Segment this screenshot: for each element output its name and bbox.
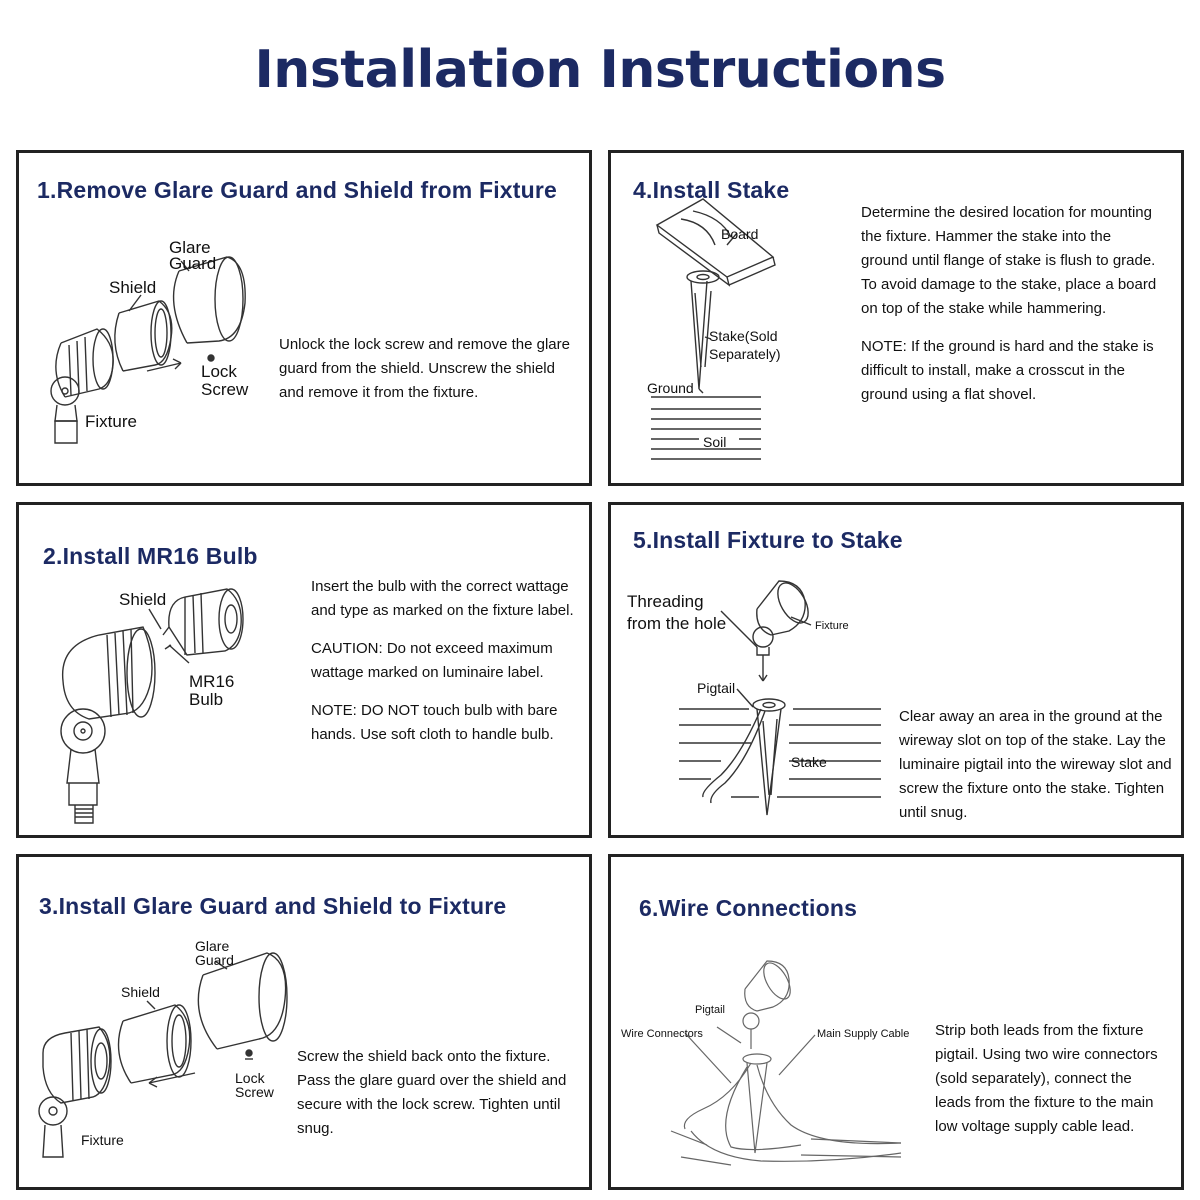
bulb-label-1: MR16: [189, 672, 235, 691]
step-5-title: 5.Install Fixture to Stake: [633, 527, 903, 553]
glare-guard-label-1: Glare: [195, 938, 230, 954]
glare-guard-label-2: Guard: [169, 254, 217, 273]
threading-label-2: from the hole: [627, 614, 727, 633]
step-6-description: [935, 1019, 1171, 1153]
glare-guard-label-2: Guard: [195, 952, 234, 968]
step-1-description: [279, 333, 579, 419]
step-4-panel: [608, 150, 1184, 486]
step-3-panel: [16, 854, 592, 1190]
step-2-panel: [16, 502, 592, 838]
step-5-panel: [608, 502, 1184, 838]
step-2-paragraph-3: NOTE: DO NOT touch bulb with bare hands. Use soft cloth to handle bulb.: [311, 702, 558, 743]
lock-label-1: Lock: [235, 1070, 265, 1086]
step-1-panel: [16, 150, 592, 486]
pigtail-label: Pigtail: [695, 1004, 725, 1016]
shield-label: Shield: [109, 278, 157, 297]
step-6-panel: [608, 854, 1184, 1190]
step-1-title: 1.Remove Glare Guard and Shield from Fixture: [37, 177, 558, 203]
fixture-label: Fixture: [815, 620, 849, 632]
step-5-description: [899, 705, 1179, 838]
step-4-title: 4.Install Stake: [633, 177, 790, 203]
lock-label-1: Lock: [201, 362, 237, 381]
threading-label-1: Threading: [627, 592, 704, 611]
main-supply-cable-label: Main Supply Cable: [817, 1028, 910, 1040]
stake-label-1: Stake(Sold: [709, 328, 778, 344]
fixture-label: Fixture: [85, 412, 137, 431]
lock-label-2: Screw: [235, 1084, 274, 1100]
step-2-paragraph-2: CAUTION: Do not exceed maximum wattage marked on luminaire label.: [311, 640, 553, 681]
step-4-paragraph-1: Determine the desired location for mounting the fixture. Hammer the stake into the ground until flange of stake is flush to grade. To avoid damage to the stake, place a board on top of the stake while hammering.: [861, 204, 1157, 317]
stake-label-2: Separately): [709, 346, 781, 362]
wire-connectors-label: Wire Connectors: [621, 1028, 703, 1040]
fixture-label: Fixture: [81, 1132, 124, 1148]
step-3-description: [297, 1045, 567, 1155]
step-5-paragraph: Clear away an area in the ground at the wireway slot on top of the stake. Lay the luminaire pigtail into the wireway slot and screw the fixture onto the stake. Tighten until snug.: [899, 708, 1172, 821]
step-3-title: 3.Install Glare Guard and Shield to Fixture: [39, 893, 507, 919]
step-3-paragraph: Screw the shield back onto the fixture. Pass the glare guard over the shield and secure with the lock screw. Tighten until snug.: [297, 1048, 567, 1137]
lock-label-2: Screw: [201, 380, 249, 399]
stake-label: Stake: [791, 754, 827, 770]
soil-label: Soil: [703, 434, 727, 450]
page-title: Installation Instructions: [254, 40, 946, 100]
step-2-description: [311, 575, 581, 761]
glare-guard-label-1: Glare: [169, 238, 211, 257]
ground-label: Ground: [647, 380, 694, 396]
step-4-description: [861, 201, 1161, 421]
step-1-paragraph: Unlock the lock screw and remove the glare guard from the shield. Unscrew the shield and remove it from the fixture.: [279, 336, 570, 401]
step-6-paragraph: Strip both leads from the fixture pigtail. Using two wire connectors (sold separately), connect the leads from the fixture to the main low voltage supply cable lead.: [935, 1022, 1158, 1135]
bulb-label-2: Bulb: [189, 690, 224, 709]
step-4-paragraph-2: NOTE: If the ground is hard and the stake is difficult to install, make a crosscut in the ground using a flat shovel.: [861, 338, 1154, 403]
step-2-paragraph-1: Insert the bulb with the correct wattage and type as marked on the fixture label.: [311, 578, 574, 619]
step-6-title: 6.Wire Connections: [639, 895, 858, 921]
shield-label: Shield: [119, 590, 167, 609]
shield-label: Shield: [121, 984, 160, 1000]
pigtail-label: Pigtail: [697, 680, 736, 696]
step-2-title: 2.Install MR16 Bulb: [43, 543, 258, 569]
board-label: Board: [721, 226, 759, 242]
